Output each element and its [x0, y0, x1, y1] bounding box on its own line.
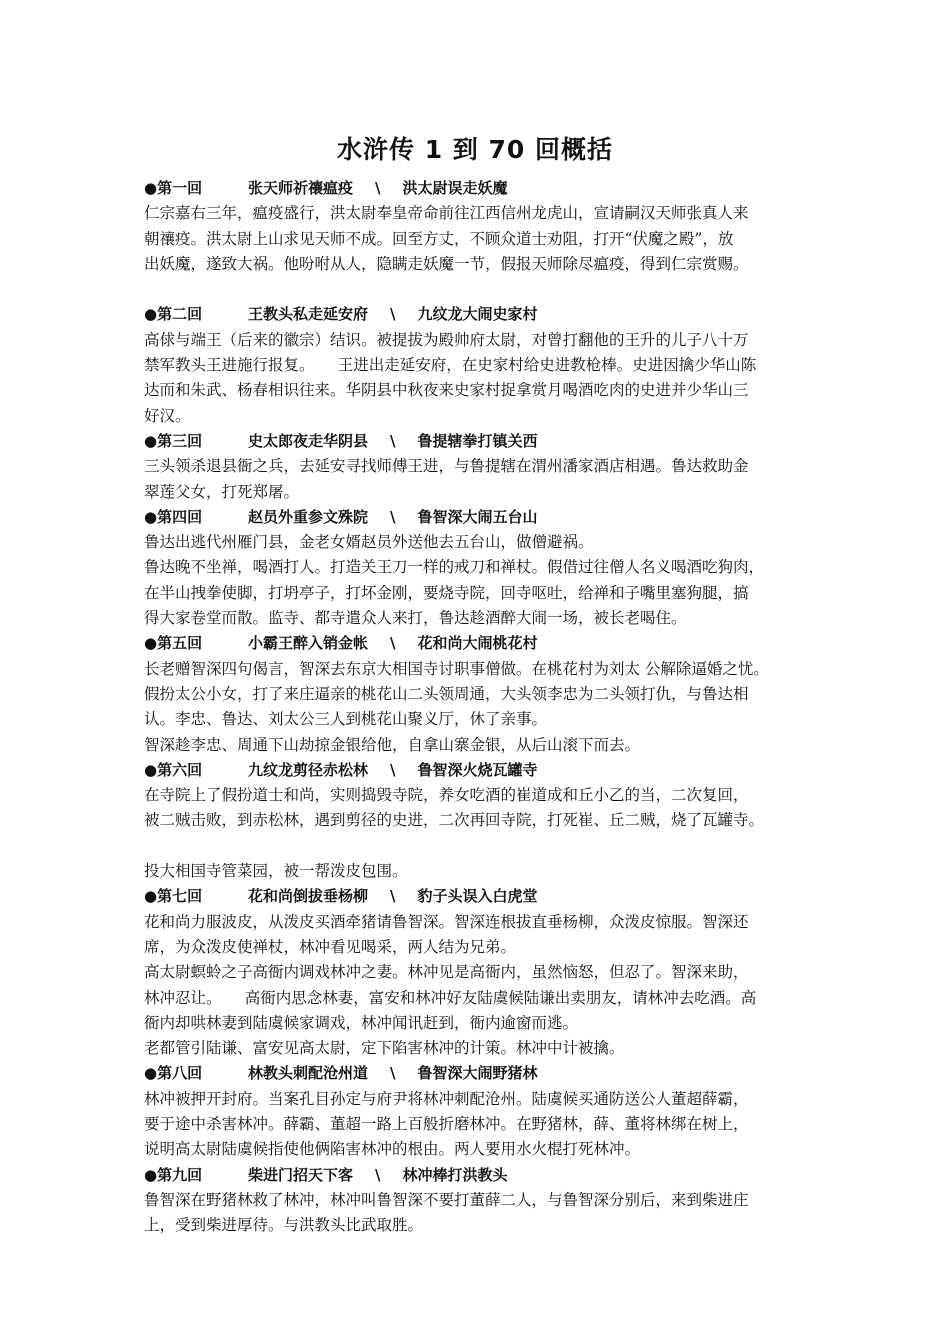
chapter-number: ●第五回 — [144, 634, 203, 653]
chapter-separator: \ — [390, 1064, 396, 1083]
chapter-title-first: 九纹龙剪径赤松林 — [248, 760, 369, 779]
chapter-separator: \ — [390, 887, 396, 906]
summary-line: 三头领杀退县衙之兵，去延安寻找师傅王进，与鲁提辖在渭州潘家酒店相遇。鲁达救助金 — [144, 457, 749, 476]
chapter-title-second: 鲁智深大闹野猪林 — [417, 1064, 538, 1083]
chapter-title-second: 鲁提辖拳打镇关西 — [417, 431, 538, 450]
chapter-number: ●第一回 — [144, 179, 203, 197]
summary-line: 达而和朱武、杨春相识往来。华阴县中秋夜来史家村捉拿赏月喝酒吃肉的史进并少华山三 — [144, 381, 749, 400]
summary-line: 鲁达晚不坐禅，喝酒打人。打造关王刀一样的戒刀和禅杖。假借过往僧人名义喝酒吃狗肉， — [144, 558, 765, 577]
summary-line: 翠莲父女，打死郑屠。 — [144, 482, 300, 501]
chapter-heading — [144, 631, 844, 656]
chapter-title-first: 张天师祈禳瘟疫 — [248, 179, 354, 197]
summary-line: 上，受到柴进厚待。与洪教头比武取胜。 — [144, 1216, 424, 1235]
chapter-number: ●第四回 — [144, 507, 203, 526]
summary-line: 出妖魔，遂致大祸。他吩咐从人，隐瞒走妖魔一节，假报天师除尽瘟疫，得到仁宗赏赐。 — [144, 254, 749, 273]
chapter-title-first: 小霸王醉入销金帐 — [248, 634, 369, 653]
summary-line: 林冲忍让。 高衙内思念林妻，富安和林冲好友陆虞候陆谦出卖朋友，请林冲去吃酒。高 — [144, 988, 757, 1007]
summary-line: 林冲被押开封府。当案孔目孙定与府尹将林冲刺配沧州。陆虞候买通防送公人董超薛霸， — [144, 1089, 749, 1108]
summary-line: 投大相国寺管菜园，被一帮泼皮包围。 — [144, 862, 408, 881]
summary-line: 认。李忠、鲁达、刘太公三人到桃花山聚义厅，休了亲事。 — [144, 710, 548, 729]
chapter-title-second: 鲁智深大闹五台山 — [417, 507, 538, 526]
chapter-heading — [144, 884, 844, 909]
chapter-title-second: 九纹龙大闹史家村 — [417, 305, 538, 324]
summary-line: 老都管引陆谦、富安见高太尉，定下陷害林冲的计策。林冲中计被擒。 — [144, 1039, 625, 1058]
chapter-title-second: 花和尚大闹桃花村 — [417, 634, 538, 653]
summary-line: 长老赠智深四句偈言，智深去东京大相国寺讨职事僧做。在桃花村为刘太 公解除逼婚之忧。 — [144, 659, 769, 678]
chapter-heading — [144, 1061, 844, 1086]
chapter-heading — [144, 505, 844, 530]
summary-line: 花和尚力服波皮，从泼皮买酒牵猪请鲁智深。智深连根拔直垂杨柳，众泼皮惊服。智深还 — [144, 912, 749, 931]
chapter-title-first: 史太郎夜走华阴县 — [248, 431, 369, 450]
chapter-heading — [144, 429, 844, 454]
chapter-separator: \ — [390, 760, 396, 779]
blank-line — [144, 834, 844, 859]
chapter-heading — [144, 758, 844, 783]
chapter-title-first: 赵员外重参文殊院 — [248, 507, 369, 526]
summary-line: 朝禳疫。洪太尉上山求见天师不成。回至方丈，不顾众道士劝阻，打开“伏魔之殿”，放 — [144, 229, 734, 248]
chapter-number: ●第六回 — [144, 760, 203, 779]
chapter-heading — [144, 176, 844, 201]
chapter-title-first: 林教头刺配沧州道 — [248, 1064, 369, 1083]
summary-line: 要于途中杀害林冲。薛霸、董超一路上百般折磨林冲。在野猪林，薛、董将林绑在树上， — [144, 1114, 749, 1133]
summary-line: 被二贼击败，到赤松林，遇到剪径的史进，二次再回寺院，打死崔、丘二贼，烧了瓦罐寺。 — [144, 811, 765, 830]
chapter-separator: \ — [375, 179, 381, 197]
document-title: 水浒传 1 到 70 回概括 — [336, 135, 613, 164]
chapter-title-first: 花和尚倒拔垂杨柳 — [248, 887, 369, 906]
summary-line: 说明高太尉陆虞候指使他俩陷害林冲的根由。两人要用水火棍打死林冲。 — [144, 1140, 641, 1159]
chapter-number: ●第七回 — [144, 887, 203, 906]
chapter-heading — [144, 1163, 844, 1188]
chapter-number: ●第二回 — [144, 305, 203, 324]
summary-line: 鲁达出逃代州雁门县，金老女婿赵员外送他去五台山，做僧避祸。 — [144, 533, 594, 552]
chapter-title-first: 王教头私走延安府 — [248, 305, 369, 324]
chapter-number: ●第九回 — [144, 1165, 203, 1184]
chapter-number: ●第三回 — [144, 431, 203, 450]
summary-line: 仁宗嘉右三年，瘟疫盛行，洪太尉奉皇帝命前往江西信州龙虎山，宣请嗣汉天师张真人来 — [144, 204, 749, 223]
chapter-title-second: 鲁智深火烧瓦罐寺 — [417, 760, 538, 779]
chapter-title-second: 洪太尉误走妖魔 — [402, 179, 508, 197]
blank-line — [144, 277, 844, 302]
chapter-heading — [144, 302, 844, 327]
chapter-separator: \ — [390, 634, 396, 653]
chapter-separator: \ — [390, 305, 396, 324]
summary-line: 得大家卷堂而散。监寺、都寺遣众人来打，鲁达趁酒醉大闹一场，被长老喝住。 — [144, 609, 687, 628]
summary-line: 席，为众泼皮使禅杖，林冲看见喝采，两人结为兄弟。 — [144, 937, 517, 956]
summary-line: 高俅与端王（后来的徽宗）结识。被提拔为殿帅府太尉，对曾打翻他的王升的儿子八十万 — [144, 330, 749, 349]
document-body — [144, 176, 844, 1238]
chapter-separator: \ — [390, 507, 396, 526]
chapter-title-second: 林冲棒打洪教头 — [402, 1165, 508, 1184]
summary-line: 鲁智深在野猪林救了林冲，林冲叫鲁智深不要打董薛二人，与鲁智深分别后，来到柴进庄 — [144, 1190, 749, 1209]
chapter-separator: \ — [375, 1165, 381, 1184]
summary-line: 在半山拽拳使脚，打坍亭子，打坏金刚，要烧寺院，回寺呕吐，给禅和子嘴里塞狗腿，搞 — [144, 583, 749, 602]
summary-line: 在寺院上了假扮道士和尚，实则捣毁寺院，养女吃酒的崔道成和丘小乙的当，二次复回， — [144, 786, 749, 805]
chapter-number: ●第八回 — [144, 1064, 203, 1083]
chapter-separator: \ — [390, 431, 396, 450]
chapter-title-second: 豹子头误入白虎堂 — [417, 887, 538, 906]
summary-line: 好汉。 — [144, 406, 191, 425]
chapter-title-first: 柴进门招天下客 — [248, 1165, 354, 1184]
summary-line: 假扮太公小女，打了来庄逼亲的桃花山二头领周通，大头领李忠为二头领打仇，与鲁达相 — [144, 684, 749, 703]
summary-line: 智深趁李忠、周通下山劫掠金银给他，自拿山寨金银，从后山滚下而去。 — [144, 735, 641, 754]
summary-line: 衙内却哄林妻到陆虞候家调戏，林冲闻讯赶到，衙内逾窗而逃。 — [144, 1013, 579, 1032]
summary-line: 高太尉螟蛉之子高衙内调戏林冲之妻。林冲见是高衙内，虽然恼怒，但忍了。智深来助， — [144, 963, 749, 982]
summary-line: 禁军教头王进施行报复。 王进出走延安府，在史家村给史进教枪棒。史进因擒少华山陈 — [144, 356, 757, 375]
